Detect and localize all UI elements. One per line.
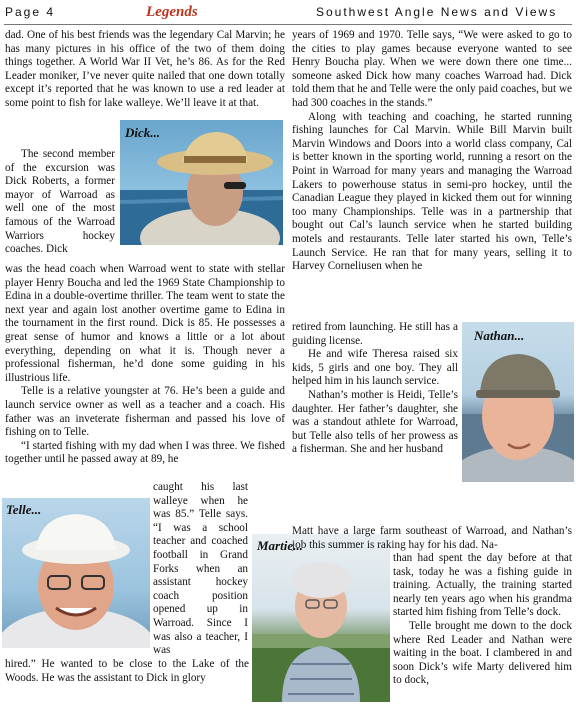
martie-photo (252, 534, 390, 702)
nathan-caption: Nathan... (474, 328, 525, 343)
martie-illustration (252, 534, 390, 702)
right-col-para-4-b: Matt have a large farm southeast of Warroad, and Nathan’s job this summer is raking hay for his dad. Na- (292, 525, 572, 551)
header-rule (4, 24, 572, 25)
telle-caption: Telle... (6, 502, 42, 517)
martie-caption: Martie... (257, 538, 303, 553)
right-col-para-4-c: than had spent the day before at that task, today he was a fishing guide in training. Actually, the training started nearly ten years ago when his grandma started him fishing from Telle’s dock. Telle brought me down to the dock where Red Leader and Nathan were waiting in the boat. I clambered in and soon Dick’s wife Marty delivered him to dock, (393, 552, 572, 687)
nathan-photo (462, 322, 574, 482)
right-col-para-2-b: retired from launching. He still has a guiding license. He and wife Theresa raised six kids, 5 girls and one boy. They all helped him in his launch service. Nathan’s mother is Heidi, Telle’s daughter. Her father’s daughter, she was a standout athlete for Warroad, but Telle also tells of her prowess as a fisherman. She and her husband (292, 321, 458, 456)
page-number: Page 4 (5, 5, 56, 19)
telle-photo (2, 498, 150, 648)
left-col-para-4-c: hired.” He wanted to be close to the Lake of the Woods. He was the assistant to Dick in glory (5, 658, 249, 684)
left-col-para-1-a: dad. One of his best friends was the legendary Cal Marvin; he has many pictures in his office of the two of them doing things together. A World War II Vet, he’s 86. As for the Red Leader moniker, I’ve never quite nailed that one down totally except it’s reported that he was known to use a red leader at some point to fish for lake walleye. We’ll leave it at that. (5, 29, 285, 109)
nathan-illustration (462, 322, 574, 482)
left-col-para-2-a: The second member of the excursion was Dick Roberts, a former mayor of Warroad as well one of the most famous of the Warroad Warriors hockey coaches. Dick (5, 148, 115, 256)
section-title: Legends (146, 4, 198, 20)
publication-title: Southwest Angle News and Views (316, 5, 558, 19)
left-col-para-2-b: was the head coach when Warroad went to state with stellar player Henry Boucha and led the 1969 State Championship to Edina in a double-overtime thriller. The team went to state the next year and again lost another overtime game to Edina in the tournament in the first round. Dick is 85. He possesses a great sense of humor and knows a little or a lot about everything, depending on what it is. Though never a professional fisherman, he’d done some guiding in his illustrious life. Telle is a relative youngster at 76. He’s been a guide and launch service owner as well as a teacher and a coach. His father was an inveterate fisherman and passed his love of fishing on to Telle. “I started fishing with my dad when I was three. We fished together until he passed away at 89, he (5, 263, 285, 466)
left-col-para-4-b: caught his last walleye when he was 85.” Telle says. “I was a school teacher and coached football in Grand Forks when an assistant hockey coach position opened up in Warroad. Since I was also a teacher, I was (153, 481, 248, 657)
telle-illustration (2, 498, 150, 648)
right-col-para-1: years of 1969 and 1970. Telle says, “We were asked to go to the cities to play games because everyone wanted to see Henry Boucha play. When we were down there one time... someone asked Dick how many coaches Warroad had. Dick told them that he and Telle were the only paid coaches, but we had 300 coaches in the stands.” Along with teaching and coaching, he started running fishing launches for Cal Marvin. While Bill Marvin built Marvin Windows and Doors into a world class company, Cal is better known in the sporting world, running a resort on the Point in Warroad for many years and managing the Warroad Lakers to powerhouse status in semi-pro hockey, until the Canadian League they played in kicked them out for winning too many Championships. Telle was in a partnership that bought out Cal’s launch service when he started building motels and restaurants. Telle later started his own, Telle’s Launch Service. He ran that for many years, selling it to Harvey Corneliusen when he (292, 29, 572, 273)
dick-caption: Dick... (125, 125, 161, 140)
